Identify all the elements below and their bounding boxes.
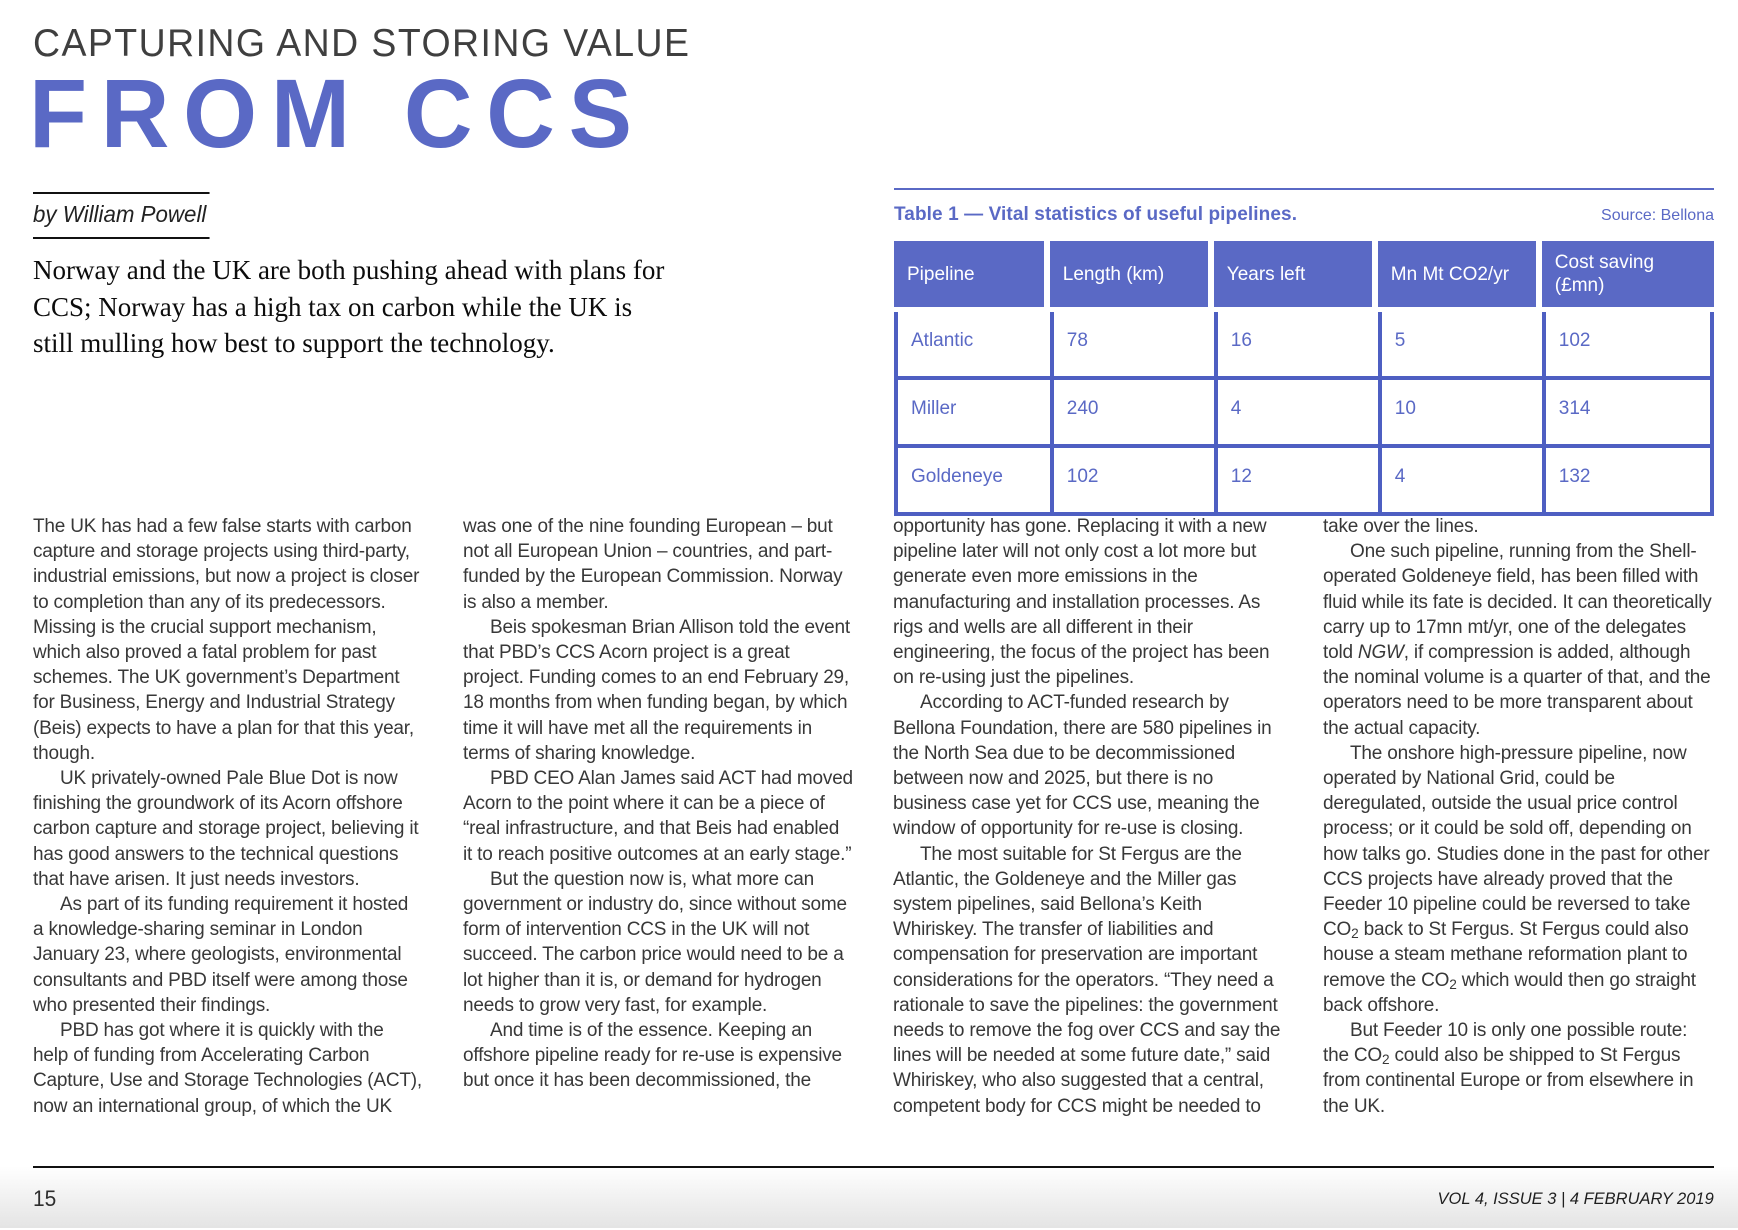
table-cell: 10 — [1378, 380, 1542, 448]
article-paragraph: The UK has had a few false starts with carbon capture and storage projects using third-party, industrial emissions, but now a project is closer to completion than any of its predecessors. Missing is the crucial support mechanism, which also proved a fatal problem for past schemes. The UK government’s Department for Business, Energy and Industrial Strategy (Beis) expects to have a plan for that this year, though. — [33, 516, 420, 764]
article-paragraph: The most suitable for St Fergus are the Atlantic, the Goldeneye and the Miller gas system pipelines, said Bellona’s Keith Whiriskey. The transfer of liabilities and compensation for preservation are important considerations for the operators. “They need a rationale to save the pipelines: the government needs to remove the fog over CCS and say the lines will be needed at some future date,” said Whiriskey, who also suggested that a central, competent body for CCS might be needed to — [893, 843, 1281, 1117]
article-paragraph: take over the lines. — [1323, 516, 1479, 537]
table-body — [894, 312, 1714, 516]
table-column-header: Cost saving (£mn) — [1542, 241, 1714, 312]
table-row — [894, 312, 1714, 380]
table-column-header: Years left — [1214, 241, 1378, 312]
article-paragraph: One such pipeline, running from the Shell-operated Goldeneye field, has been filled with fluid while its fate is decided. It can theoretically carry up to 17mn mt/yr, one of the delegates told NGW, if compression is added, although the nominal volume is a quarter of that, and the operators need to be more transparent about the actual capacity. — [1323, 541, 1712, 739]
table-cell: 4 — [1214, 380, 1378, 448]
table-title: Table 1 — Vital statistics of useful pipelines. — [894, 204, 1298, 225]
table-row — [894, 380, 1714, 448]
table-column-header: Pipeline — [894, 241, 1050, 312]
table-cell: 5 — [1378, 312, 1542, 380]
article-paragraph: But Feeder 10 is only one possible route: the $CO_2$ could also be shipped to St Fergus from continental Europe or from elsewhere in the UK. — [1323, 1020, 1694, 1117]
article-paragraph: And time is of the essence. Keeping an offshore pipeline ready for re-use is expensive but once it has been decommissioned, the — [463, 1020, 842, 1092]
byline: by William Powell — [33, 192, 210, 239]
table-cell: 240 — [1050, 380, 1214, 448]
standfirst: Norway and the UK are both pushing ahead with plans for CCS; Norway has a high tax on carbon while the UK is still mulling how best to support the technology. — [33, 255, 665, 358]
article-paragraph: PBD CEO Alan James said ACT had moved Acorn to the point where it can be a piece of “real infrastructure, and that Beis had enabled it to reach positive outcomes at an early stage.” — [463, 768, 853, 865]
table-cell: 102 — [1542, 312, 1714, 380]
article-body — [33, 514, 1713, 1119]
table-header-row — [894, 241, 1714, 312]
table-cell: 4 — [1378, 448, 1542, 516]
table-column-header: Length (km) — [1050, 241, 1214, 312]
article-title: FROM CCS — [29, 59, 646, 168]
article-paragraph: opportunity has gone. Replacing it with a new pipeline later will not only cost a lot more but generate even more emissions in the manufacturing and installation processes. As rigs and wells are all different in their engineering, the focus of the project has been on re-using just the pipelines. — [893, 516, 1270, 689]
table-cell: Miller — [894, 380, 1050, 448]
table-cell: 12 — [1214, 448, 1378, 516]
table-source: Source: Bellona — [1601, 207, 1714, 224]
article-paragraph: PBD has got where it is quickly with the help of funding from Accelerating Carbon Capture, Use and Storage Technologies (ACT), now an international group, of which the UK — [33, 1020, 423, 1117]
table-cell: 314 — [1542, 380, 1714, 448]
table-cell: Atlantic — [894, 312, 1050, 380]
article-paragraph: According to ACT-funded research by Bellona Foundation, there are 580 pipelines in the North Sea due to be decommissioned between now and 2025, but there is no business case yet for CCS use, meaning the window of opportunity for re-use is closing. — [893, 692, 1272, 840]
page-footer — [0, 1166, 1738, 1228]
issue-info: VOL 4, ISSUE 3 | 4 FEBRUARY 2019 — [1437, 1189, 1714, 1208]
article-paragraph: was one of the nine founding European – but not all European Union – countries, and part-funded by the European Commission. Norway is also a member. — [463, 516, 843, 613]
text-column — [893, 514, 1283, 1119]
footer-rule — [33, 1166, 1714, 1230]
table-cell: 102 — [1050, 448, 1214, 516]
article-paragraph: Beis spokesman Brian Allison told the event that PBD’s CCS Acorn project is a great project. Funding comes to an end February 29, 18 months from when funding began, by which time it will have met all the requirements in terms of sharing knowledge. — [463, 616, 850, 764]
table-cell: 132 — [1542, 448, 1714, 516]
text-column — [463, 514, 853, 1119]
article-kicker: CAPTURING AND STORING VALUE — [33, 22, 691, 65]
table-region — [894, 188, 1714, 516]
table-header — [894, 241, 1714, 312]
pipelines-table — [894, 241, 1714, 516]
table-column-header: Mn Mt CO2/yr — [1378, 241, 1542, 312]
article-paragraph: But the question now is, what more can government or industry do, since without some form of intervention CCS in the UK will not succeed. The carbon price would need to be a lot higher than it is, or demand for hydrogen needs to grow very fast, for example. — [463, 868, 847, 1016]
article-paragraph: UK privately-owned Pale Blue Dot is now finishing the groundwork of its Acorn offshore carbon capture and storage project, believing it has good answers to the technical questions that have arisen. It just needs investors. — [33, 768, 419, 890]
article-paragraph: The onshore high-pressure pipeline, now operated by National Grid, could be deregulated, outside the usual price control process; or it could be sold off, depending on how talks go. Studies done in the past for other CCS projects have already proved that the Feeder 10 pipeline could be reversed to take $CO_2$ back to St Fergus. St Fergus could also house a steam methane reformation plant to remove the $CO_2$ which would then go straight back offshore. — [1323, 742, 1710, 1016]
text-column — [1323, 514, 1713, 1119]
table-cell: Goldeneye — [894, 448, 1050, 516]
table-cell: 78 — [1050, 312, 1214, 380]
article-paragraph: As part of its funding requirement it hosted a knowledge-sharing seminar in London January 23, where geologists, environmental consultants and PBD itself were among those who presented their findings. — [33, 894, 409, 1016]
page-number: 15 — [33, 1186, 57, 1211]
table-cell: 16 — [1214, 312, 1378, 380]
table-caption-row — [894, 204, 1714, 226]
table-row — [894, 448, 1714, 516]
text-column — [33, 514, 423, 1119]
